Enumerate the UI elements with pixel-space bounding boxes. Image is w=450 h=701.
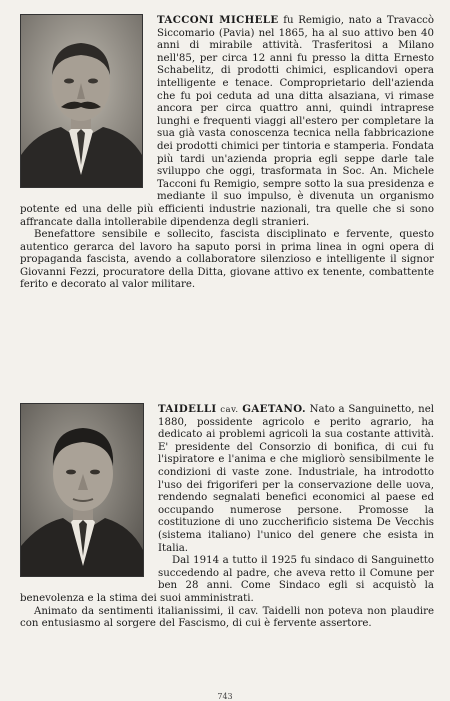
page-number: 743 — [217, 692, 233, 701]
biography-text: Nato a Sanguinetto, nel 1880, possidente agricolo e perito agrario, ha dedicato ai problemi agricoli la sua costante attività. E' presidente del Consorzio di bonifica, di cui fu l'ispiratore e l'anima e che migliorò sensibilmente le condizioni di vaste zone. Industriale, ha introdotto l'uso dei frigoriferi per la conservazione delle uova, rendendo segnalati benefici economici al paese ed occupando numerose persone. Promosse la costituzione di uno zuccherificio sistema De Vecchis (sistema italiano) l'unico del genere che esista in Italia. — [158, 404, 434, 554]
biography-entry-tacconi — [20, 14, 434, 292]
biography-paragraph-3: Animato da sentimenti italianissimi, il cav. Taidelli non poteva non plaudire con entusiasmo al sorgere del Fascismo, di cui è fervente assertore. — [20, 605, 434, 630]
person-name: TACCONI MICHELE — [157, 14, 279, 26]
honorific-title: cav. — [216, 405, 243, 415]
portrait-photo-tacconi — [20, 14, 143, 188]
biography-paragraph-2: Benefattore sensibile e sollecito, fascista disciplinato e fervente, questo autentico gerarca del lavoro ha saputo porsi in prima linea in ogni opera di propaganda fascista, avendo a collaboratore silenzioso e intelligente il signor Giovanni Fezzi, procuratore della Ditta, giovane attivo ex tenente, combattente ferito e decorato al valor militare. — [20, 229, 434, 291]
biography-entry-taidelli — [20, 403, 434, 631]
person-surname: TAIDELLI — [158, 403, 217, 415]
portrait-photo-taidelli — [20, 403, 144, 577]
person-given-name: GAETANO. — [242, 403, 306, 415]
biography-paragraph-2: Dal 1914 a tutto il 1925 fu sindaco di Sanguinetto succedendo al padre, che aveva retto il Comune per ben 28 anni. Come Sindaco egli si acquistò la benevolenza e la stima dei suoi amministrati. — [20, 555, 434, 604]
biography-text: fu Remigio, nato a Travaccò Siccomario (Pavia) nel 1865, ha al suo attivo ben 40 anni di mirabile attività. Trasferitosi a Milano nell'85, per circa 12 anni fu presso la ditta Ernesto Schabelitz, di prodotti chimici, esplicandovi opera intelligente e tenace. Comproprietario dell'azienda che fu poi ceduta ad una ditta alsaziana, vi rimase ancora per circa quattro anni, quindi intraprese lunghi e frequenti viaggi all'estero per completare la sua già vasta conoscenza tecnica nella fabbricazione dei prodotti chimici per tintoria e stamperia. Fondata più tardi un'azienda propria egli seppe darle tale sviluppo che oggi, trasformata in Soc. An. Michele Tacconi fu Remigio, sempre sotto la sua presidenza e mediante il suo impulso, è divenuta un organismo potente ed una delle più efficienti industrie nazionali, tra quelle che si sono affrancate dalla intollerabile dipendenza degli stranieri. — [20, 15, 434, 228]
